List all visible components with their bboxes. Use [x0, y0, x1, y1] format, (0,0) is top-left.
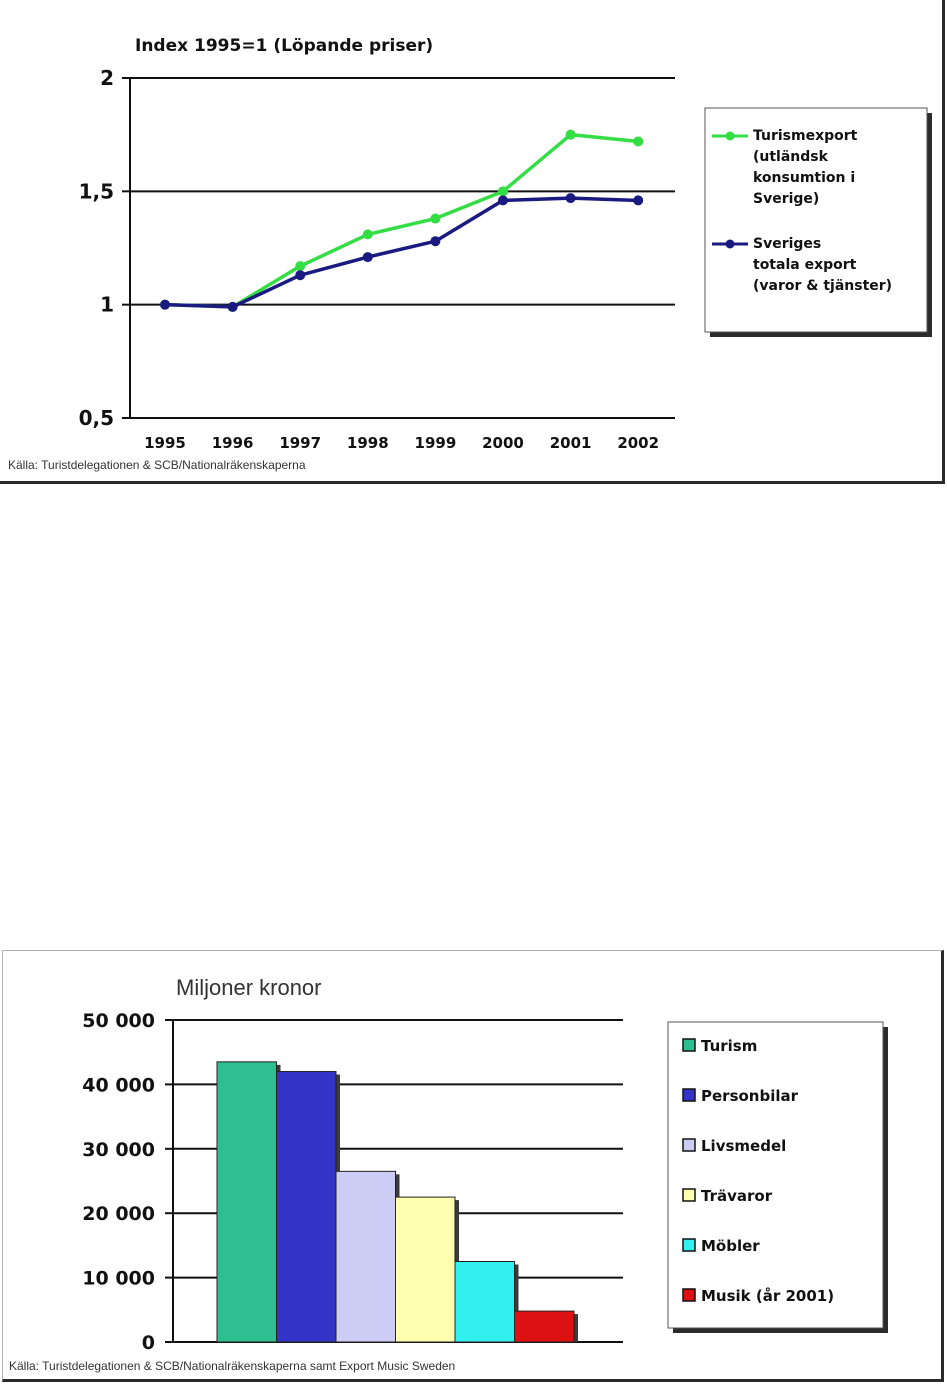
legend-label: Trävaror	[701, 1187, 773, 1205]
series-line-2	[165, 198, 638, 307]
series-1-point	[498, 186, 508, 196]
series-2-point	[228, 302, 238, 312]
legend-swatch	[683, 1039, 695, 1051]
legend-label: Sverige)	[753, 191, 820, 207]
source-note: Källa: Turistdelegationen & SCB/Nationalräkenskaperna	[8, 458, 306, 472]
series-1-point	[295, 261, 305, 271]
legend-label: Turism	[701, 1037, 758, 1055]
series-1-point	[633, 136, 643, 146]
legend-swatch	[683, 1189, 695, 1201]
bar-2	[277, 1072, 337, 1342]
line-chart-panel	[0, 0, 945, 484]
source-note: Källa: Turistdelegationen & SCB/Nationalräkenskaperna samt Export Music Sweden	[9, 1359, 456, 1373]
legend-label: Musik (år 2001)	[701, 1287, 835, 1305]
bar-3	[336, 1171, 396, 1342]
bar-chart	[3, 951, 942, 1379]
y-tick-label: 0	[141, 1332, 155, 1354]
series-2-point	[566, 193, 576, 203]
series-2-point	[160, 300, 170, 310]
series-line-1	[165, 135, 638, 307]
x-tick-label: 1998	[346, 434, 389, 452]
x-tick-label: 1996	[211, 434, 254, 452]
legend-label: Personbilar	[701, 1087, 799, 1105]
bar-6	[515, 1311, 575, 1342]
legend-swatch-marker	[726, 240, 735, 249]
legend-label: totala export	[753, 257, 857, 273]
x-tick-label: 1995	[144, 434, 186, 452]
x-tick-label: 1999	[414, 434, 457, 452]
y-tick-label: 1	[100, 292, 114, 317]
chart-title: Miljoner kronor	[176, 975, 322, 1000]
y-tick-label: 40 000	[82, 1074, 155, 1097]
legend-label: konsumtion i	[753, 170, 856, 186]
series-2-point	[430, 236, 440, 246]
series-1-point	[430, 214, 440, 224]
y-tick-label: 1,5	[78, 179, 114, 204]
bar-4	[396, 1197, 456, 1342]
legend-swatch	[683, 1289, 695, 1301]
series-1-point	[566, 130, 576, 140]
legend-label: (varor & tjänster)	[753, 278, 893, 294]
legend-swatch	[683, 1239, 695, 1251]
x-tick-label: 2001	[549, 434, 592, 452]
legend-swatch	[683, 1089, 695, 1101]
legend-label: Turismexport	[753, 128, 858, 144]
y-tick-label: 20 000	[82, 1203, 155, 1226]
series-2-point	[295, 270, 305, 280]
x-tick-label: 2000	[482, 434, 524, 452]
legend-swatch-marker	[726, 132, 735, 141]
line-chart	[0, 0, 945, 484]
series-2-point	[633, 195, 643, 205]
bar-1	[217, 1062, 277, 1342]
series-2-point	[498, 195, 508, 205]
y-tick-label: 30 000	[82, 1138, 155, 1161]
x-tick-label: 1997	[279, 434, 322, 452]
legend-swatch	[683, 1139, 695, 1151]
legend-label: (utländsk	[753, 149, 828, 165]
series-1-point	[363, 229, 373, 239]
legend-box	[668, 1022, 883, 1328]
legend-label: Möbler	[701, 1237, 760, 1255]
x-tick-label: 2002	[617, 434, 660, 452]
legend-label: Livsmedel	[701, 1137, 787, 1155]
series-2-point	[363, 252, 373, 262]
y-tick-label: 0,5	[78, 406, 114, 430]
bar-chart-panel	[2, 950, 944, 1382]
y-tick-label: 10 000	[82, 1267, 155, 1290]
chart-title: Index 1995=1 (Löpande priser)	[135, 36, 434, 56]
legend-label: Sveriges	[753, 236, 822, 252]
y-tick-label: 50 000	[82, 1010, 155, 1032]
bar-5	[455, 1262, 515, 1343]
y-tick-label: 2	[100, 66, 114, 90]
